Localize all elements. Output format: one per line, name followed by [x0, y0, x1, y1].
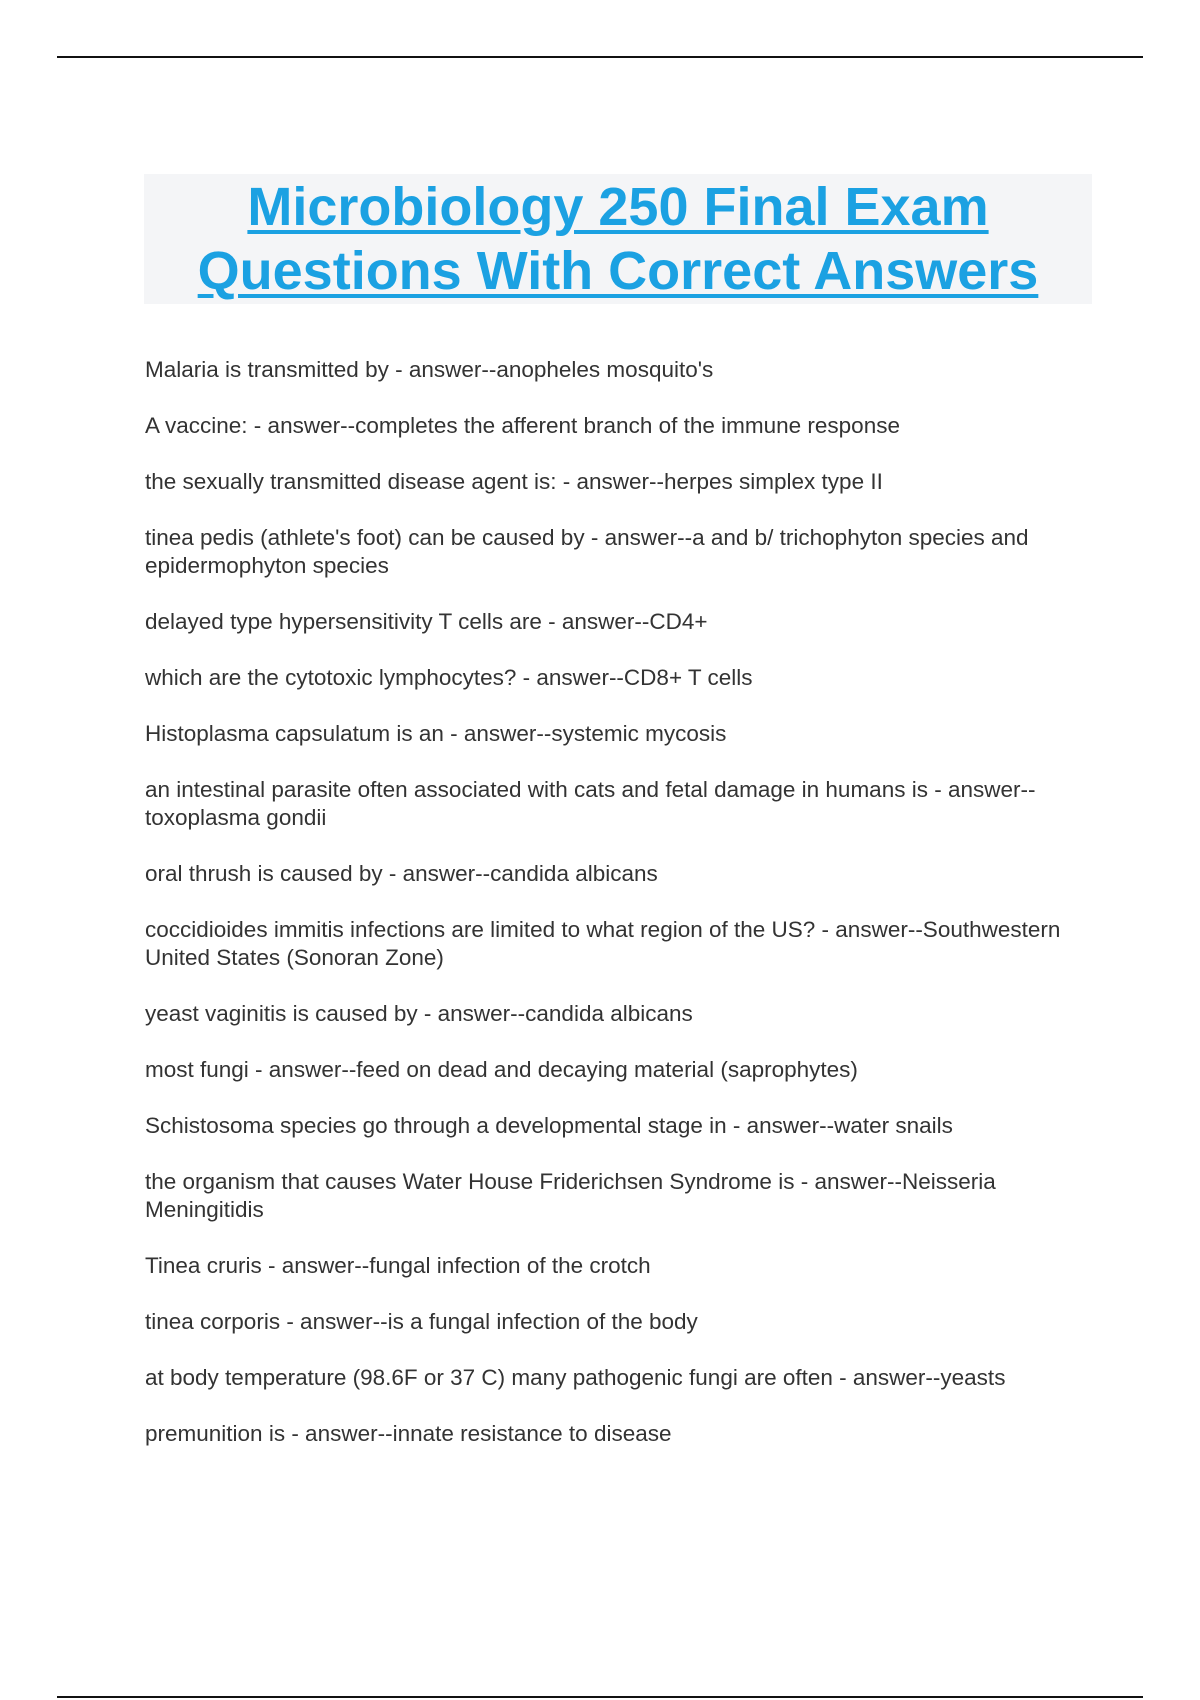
- qa-item: at body temperature (98.6F or 37 C) many pathogenic fungi are often - answer--yeasts: [145, 1365, 1006, 1390]
- qa-item: delayed type hypersensitivity T cells are - answer--CD4+: [145, 609, 708, 634]
- qa-item: Tinea cruris - answer--fungal infection of the crotch: [145, 1253, 651, 1278]
- title-banner: [144, 174, 1092, 304]
- qa-item: A vaccine: - answer--completes the afferent branch of the immune response: [145, 413, 900, 438]
- question-answer-list: [145, 356, 1085, 1476]
- document-title-line-1: Microbiology 250 Final Exam: [247, 177, 989, 237]
- qa-item: tinea pedis (athlete's foot) can be caused by - answer--a and b/ trichophyton species and epidermophyton species: [145, 525, 1029, 578]
- qa-item: premunition is - answer--innate resistance to disease: [145, 1421, 672, 1446]
- qa-item: Malaria is transmitted by - answer--anopheles mosquito's: [145, 357, 714, 382]
- qa-item: Schistosoma species go through a developmental stage in - answer--water snails: [145, 1113, 953, 1138]
- qa-item: which are the cytotoxic lymphocytes? - answer--CD8+ T cells: [145, 665, 753, 690]
- qa-item: most fungi - answer--feed on dead and decaying material (saprophytes): [145, 1057, 858, 1082]
- qa-item: yeast vaginitis is caused by - answer--candida albicans: [145, 1001, 693, 1026]
- qa-item: the sexually transmitted disease agent is: - answer--herpes simplex type II: [145, 469, 883, 494]
- bottom-rule: [57, 1696, 1143, 1698]
- qa-item: oral thrush is caused by - answer--candida albicans: [145, 861, 658, 886]
- qa-item: the organism that causes Water House Friderichsen Syndrome is - answer--Neisseria Meningitidis: [145, 1169, 996, 1222]
- top-rule: [57, 56, 1143, 58]
- qa-item: coccidioides immitis infections are limited to what region of the US? - answer--Southwestern United States (Sonoran Zone): [145, 917, 1061, 970]
- qa-item: tinea corporis - answer--is a fungal infection of the body: [145, 1309, 698, 1334]
- qa-item: Histoplasma capsulatum is an - answer--systemic mycosis: [145, 721, 727, 746]
- document-title-line-2: Questions With Correct Answers: [197, 241, 1039, 301]
- qa-item: an intestinal parasite often associated with cats and fetal damage in humans is - answer--toxoplasma gondii: [145, 777, 1036, 830]
